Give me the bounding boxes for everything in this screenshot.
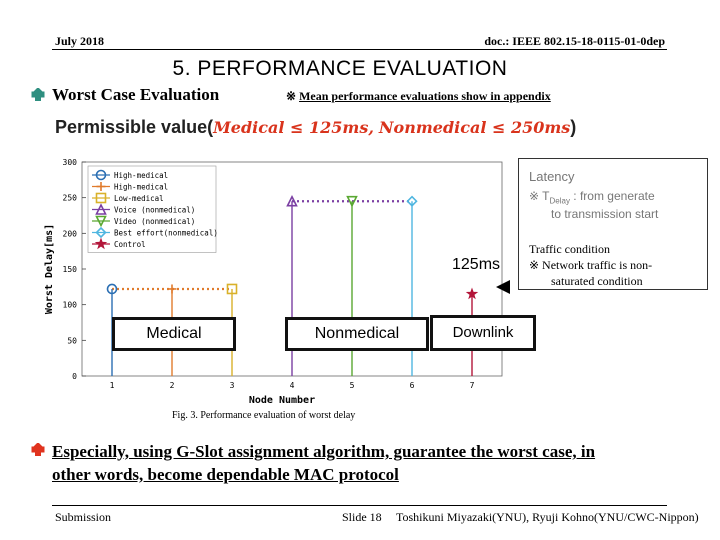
conclusion-line2: other words, become dependable MAC protocol [52, 465, 399, 484]
y-tick-label: 50 [67, 336, 77, 346]
slide-title: 5. PERFORMANCE EVALUATION [172, 57, 508, 80]
legend-entry: High-medical [114, 171, 169, 180]
diamond-bullet-icon [31, 88, 45, 102]
y-axis-label: Worst Delay[ms] [44, 223, 55, 315]
x-tick-label: 3 [229, 381, 235, 390]
traffic-condition [529, 241, 652, 289]
y-tick-label: 250 [62, 193, 77, 203]
header-rule [52, 49, 667, 50]
y-tick-label: 300 [62, 158, 77, 167]
permissible-medical: Medical ≤ 125ms, [213, 118, 374, 137]
conclusion-text [52, 440, 702, 486]
latency-line2: to transmission start [551, 207, 659, 221]
latency-rest: : from generate [569, 189, 655, 203]
x-tick-label: 6 [409, 381, 415, 390]
footer-submission: Submission [55, 510, 112, 524]
x-tick-label: 1 [109, 381, 115, 390]
legend [88, 166, 218, 253]
worst-delay-chart [40, 150, 520, 410]
permissible-nonmedical: Nonmedical ≤ 250ms [378, 118, 571, 137]
footer-rule [52, 505, 667, 506]
permissible-close: ) [570, 117, 577, 137]
x-tick-label: 2 [169, 381, 175, 390]
latency-line1 [529, 189, 655, 205]
arrow-left-icon [496, 279, 520, 295]
diamond-bullet-accent-icon [31, 443, 45, 457]
x-axis-label: Node Number [248, 395, 316, 406]
figure-caption: Fig. 3. Performance evaluation of worst delay [172, 410, 356, 421]
legend-entry: Low-medical [114, 194, 164, 203]
x-tick-label: 4 [289, 381, 295, 390]
traffic-title: Traffic condition [529, 242, 610, 256]
x-tick-label: 7 [469, 381, 475, 390]
footer-slide-number: Slide 18 [342, 510, 382, 524]
x-tick-label: 5 [349, 381, 355, 390]
header-doc-id: doc.: IEEE 802.15-18-0115-01-0dep [484, 34, 665, 48]
y-tick-label: 150 [62, 265, 77, 274]
y-tick-label: 100 [62, 300, 77, 310]
note-text: Mean performance evaluations show in appendix [299, 89, 551, 103]
latency-box [518, 158, 708, 290]
footer-authors: Toshikuni Miyazaki(YNU), Ryuji Kohno(YNU/CWC-Nippon) [396, 510, 699, 524]
permissible-label: Permissible value [55, 117, 208, 137]
y-tick-label: 200 [62, 229, 77, 239]
permissible-value [55, 117, 576, 138]
subtitle: Worst Case Evaluation [52, 85, 220, 104]
legend-entry: Best effort(nonmedical) [114, 228, 218, 238]
latency-title: Latency [529, 169, 575, 184]
traffic-line1: ※ Network traffic is non- [529, 258, 653, 272]
traffic-line2: saturated condition [551, 274, 643, 288]
note-symbol: ※ [286, 89, 297, 103]
legend-entry: High-medical [114, 182, 169, 192]
label-125ms: 125ms [452, 256, 501, 273]
latency-symbol: ※ T [529, 189, 550, 203]
conclusion-line1: Especially, using G-Slot assignment algorithm, guarantee the worst case, in [52, 442, 596, 461]
legend-entry: Video (nonmedical) [114, 217, 196, 226]
group-nonmedical: Nonmedical [285, 317, 429, 351]
permissible-open: ( [207, 117, 214, 137]
y-tick-label: 0 [72, 372, 77, 381]
legend-entry: Control [114, 240, 146, 249]
latency-sub: Delay [549, 196, 570, 206]
header-date: July 2018 [55, 34, 105, 48]
group-downlink: Downlink [430, 315, 536, 351]
legend-entry: Voice (nonmedical) [114, 205, 196, 215]
appendix-note [286, 89, 551, 104]
group-medical: Medical [112, 317, 236, 351]
